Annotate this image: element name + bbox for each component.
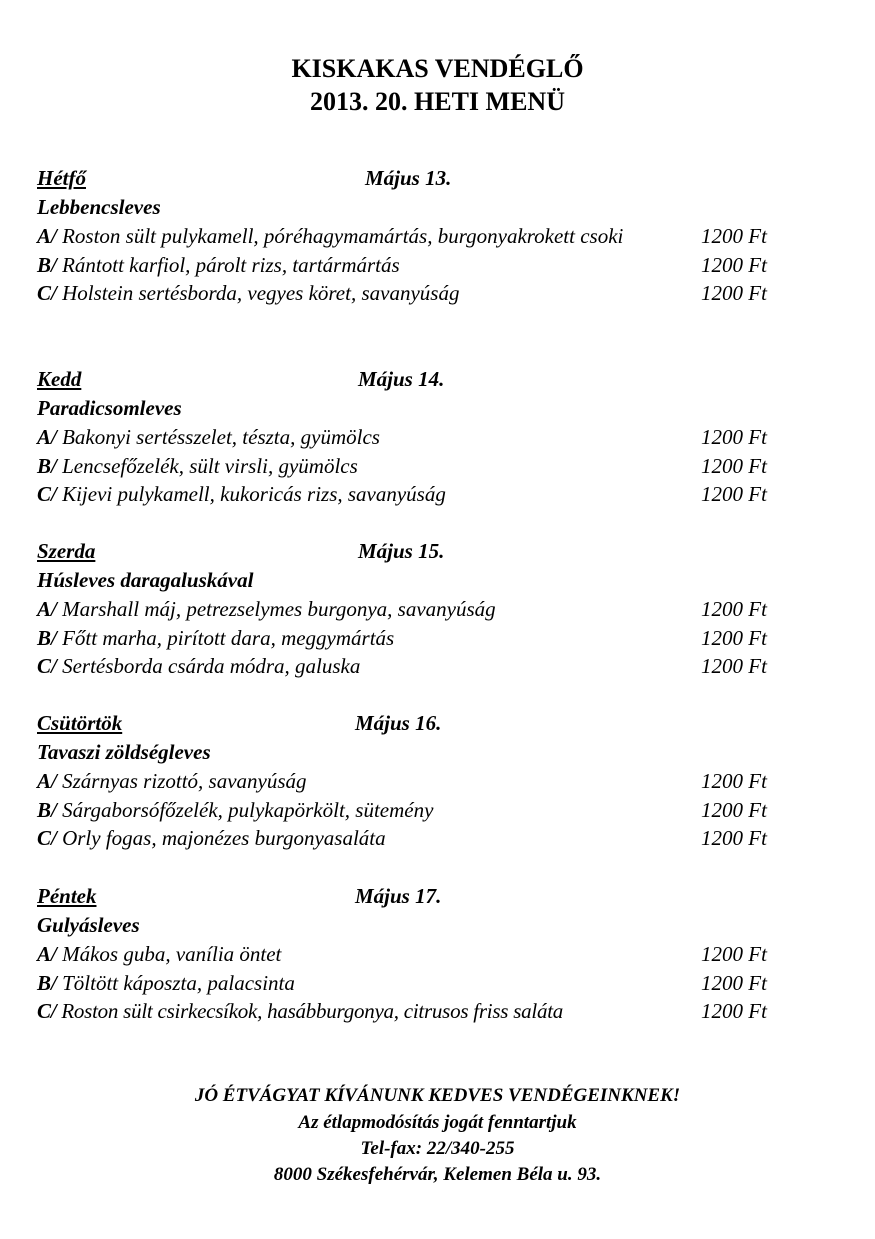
item-letter: A/: [37, 425, 57, 449]
item-description: Sertésborda csárda módra, galuska: [62, 654, 361, 678]
menu-item: [37, 997, 837, 1026]
day-date: Május 14.: [358, 367, 445, 391]
menu-item: [37, 767, 837, 796]
day-date: Május 13.: [365, 166, 452, 190]
menu-item: [37, 279, 837, 308]
item-price: 1200 Ft: [701, 224, 767, 248]
item-description: Bakonyi sertésszelet, tészta, gyümölcs: [62, 425, 380, 449]
item-price: 1200 Ft: [701, 654, 767, 678]
item-description: Roston sült csirkecsíkok, hasábburgonya, citrusos friss saláta: [61, 999, 564, 1023]
item-letter: B/: [37, 797, 57, 822]
soup-of-day: Húsleves daragaluskával: [37, 568, 254, 592]
item-description: Marshall máj, petrezselymes burgonya, savanyúság: [62, 597, 496, 621]
item-letter: B/: [37, 252, 57, 277]
item-letter: A/: [37, 942, 57, 966]
item-description: Mákos guba, vanília öntet: [62, 942, 282, 966]
menu-item: [37, 969, 837, 998]
menu-item: [37, 652, 837, 681]
item-price: 1200 Ft: [701, 252, 767, 277]
item-letter: C/: [37, 999, 57, 1023]
day-name: Csütörtök: [37, 711, 123, 735]
item-description: Szárnyas rizottó, savanyúság: [62, 769, 307, 793]
day-name: Péntek: [37, 884, 97, 908]
menu-item: [37, 222, 837, 251]
soup-of-day: Paradicsomleves: [37, 396, 182, 420]
item-price: 1200 Ft: [701, 425, 767, 449]
item-description: Roston sült pulykamell, póréhagymamártás, burgonyakrokett csoki: [62, 224, 624, 248]
item-letter: C/: [37, 654, 57, 678]
item-letter: C/: [37, 482, 57, 506]
item-price: 1200 Ft: [701, 482, 767, 506]
restaurant-name: KISKAKAS VENDÉGLŐ: [291, 54, 584, 83]
footer-address: 8000 Székesfehérvár, Kelemen Béla u. 93.: [273, 1164, 602, 1185]
day-name: Hétfő: [37, 166, 86, 190]
item-description: Kijevi pulykamell, kukoricás rizs, savanyúság: [62, 482, 446, 506]
menu-item: [37, 796, 837, 825]
footer-notice: Az étlapmodósítás jogát fenntartjuk: [298, 1112, 577, 1133]
item-price: 1200 Ft: [701, 999, 767, 1023]
item-description: Főtt marha, pirított dara, meggymártás: [62, 625, 395, 650]
item-letter: A/: [37, 769, 57, 793]
menu-item: [37, 480, 837, 509]
item-price: 1200 Ft: [701, 281, 767, 305]
item-description: Lencsefőzelék, sült virsli, gyümölcs: [62, 453, 358, 478]
item-description: Orly fogas, majonézes burgonyasaláta: [62, 826, 386, 850]
item-description: Rántott karfiol, párolt rizs, tartármártás: [62, 252, 400, 277]
menu-item: [37, 251, 837, 280]
item-letter: A/: [37, 597, 57, 621]
day-date: Május 17.: [355, 884, 442, 908]
item-price: 1200 Ft: [701, 797, 767, 822]
item-letter: B/: [37, 453, 57, 478]
soup-of-day: Tavaszi zöldségleves: [37, 740, 211, 764]
menu-item: [37, 423, 837, 452]
menu-item: [37, 452, 837, 481]
menu-item: [37, 940, 837, 969]
item-description: Töltött káposzta, palacsinta: [62, 970, 295, 995]
day-section-thursday: [37, 709, 837, 853]
item-letter: B/: [37, 625, 57, 650]
menu-title: 2013. 20. HETI MENÜ: [310, 87, 565, 116]
day-date: Május 15.: [358, 539, 445, 563]
day-name: Kedd: [37, 367, 82, 391]
item-letter: A/: [37, 224, 57, 248]
item-price: 1200 Ft: [701, 625, 767, 650]
menu-item: [37, 595, 837, 624]
footer-phone: Tel-fax: 22/340-255: [360, 1138, 515, 1159]
soup-of-day: Lebbencsleves: [37, 195, 161, 219]
menu-item: [37, 624, 837, 653]
soup-of-day: Gulyásleves: [37, 913, 140, 937]
day-section-friday: [37, 882, 837, 1026]
day-date: Május 16.: [355, 711, 442, 735]
item-letter: B/: [37, 970, 57, 995]
menu-item: [37, 824, 837, 853]
day-section-tuesday: [37, 365, 837, 509]
day-section-wednesday: [37, 537, 837, 681]
item-price: 1200 Ft: [701, 769, 767, 793]
item-price: 1200 Ft: [701, 826, 767, 850]
item-price: 1200 Ft: [701, 597, 767, 621]
item-letter: C/: [37, 826, 57, 850]
item-price: 1200 Ft: [701, 453, 767, 478]
day-name: Szerda: [37, 539, 96, 563]
footer-greeting: JÓ ÉTVÁGYAT KÍVÁNUNK KEDVES VENDÉGEINKNEK!: [194, 1085, 681, 1106]
item-description: Sárgaborsófőzelék, pulykapörkölt, sütemény: [62, 797, 434, 822]
item-price: 1200 Ft: [701, 942, 767, 966]
day-section-monday: [37, 164, 837, 308]
item-price: 1200 Ft: [701, 970, 767, 995]
item-description: Holstein sertésborda, vegyes köret, savanyúság: [62, 281, 460, 305]
item-letter: C/: [37, 281, 57, 305]
